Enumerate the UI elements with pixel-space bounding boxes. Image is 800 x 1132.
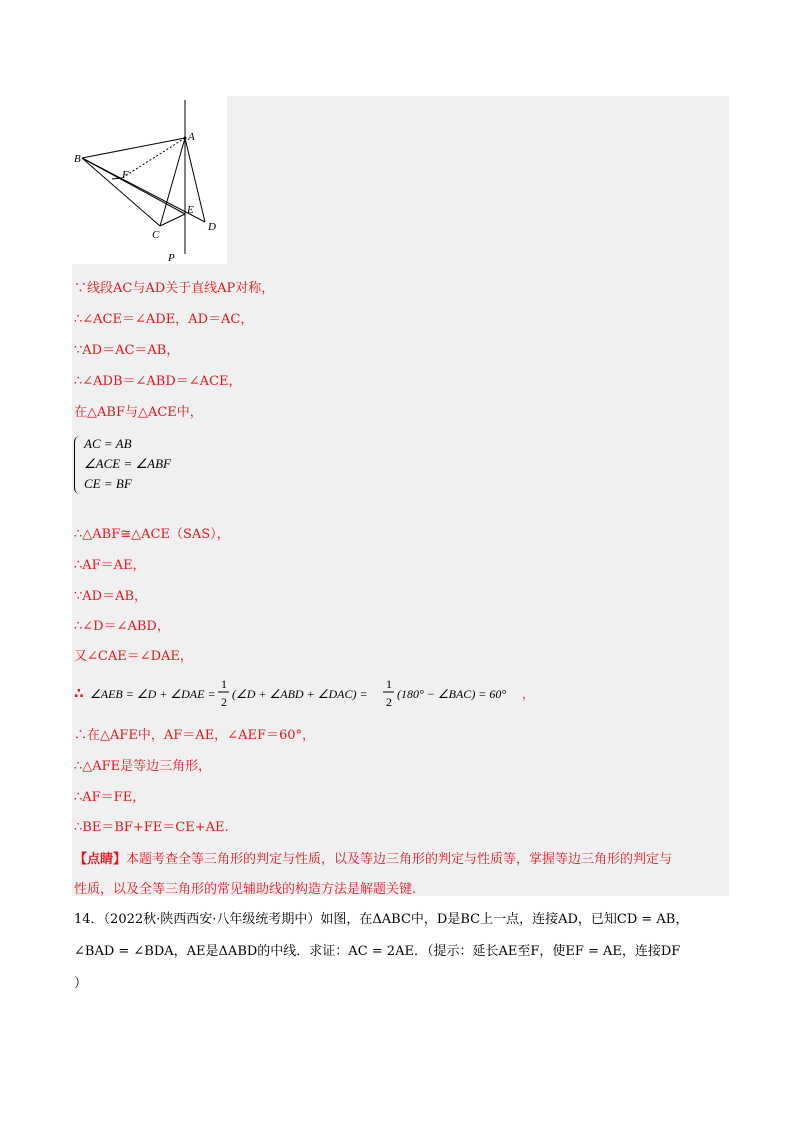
geometry-figure (72, 96, 227, 264)
therefore-symbol: ∴ (74, 686, 84, 702)
solution-line: ∴△AFE是等边三角形， (74, 759, 212, 774)
angle-formula (74, 674, 544, 714)
solution-line: ∵AD＝AC＝AB， (74, 343, 180, 358)
formula-tail: ， (522, 687, 535, 701)
system-row: ∠ACE = ∠ABF (84, 456, 171, 471)
label-a: A (188, 131, 195, 143)
fraction-denominator: 2 (221, 695, 227, 709)
remark-line (74, 848, 672, 867)
system-row: AC = AB (84, 436, 132, 451)
label-e: E (187, 204, 194, 216)
solution-line: ∴∠D＝∠ABD， (74, 619, 170, 634)
fraction-numerator: 1 (386, 677, 392, 691)
formula-lhs: ∠AEB = ∠D + ∠DAE = (90, 687, 216, 701)
fraction-numerator: 1 (221, 677, 227, 691)
remark-tag: 【点睛】 (74, 852, 127, 867)
solution-line: ∴AF＝FE， (74, 790, 146, 805)
left-brace (74, 436, 81, 494)
solution-line: ∴在△AFE中，AF＝AE，∠AEF＝60°， (74, 728, 316, 743)
label-f: F (122, 169, 129, 181)
system-row: CE = BF (84, 476, 132, 491)
label-c: C (152, 229, 160, 241)
label-d: D (208, 221, 216, 233)
solution-line: ∴AF＝AE， (74, 558, 146, 573)
solution-line: 又∠CAE＝∠DAE， (74, 649, 193, 664)
problem-line: 14．（2022秋·陕西西安·八年级统考期中）如图，在ΔABC中，D是BC上一点，连接AD，已知CD = AB， (74, 912, 689, 927)
formula-middle: (∠D + ∠ABD + ∠DAC) = (232, 687, 368, 701)
equation-system (74, 436, 194, 500)
problem-line: ） (74, 976, 88, 991)
fraction-denominator: 2 (386, 695, 392, 709)
solution-line: ∴∠ADB＝∠ABD＝∠ACE， (74, 374, 242, 389)
solution-line: ∴∠ACE＝∠ADE，AD＝AC， (74, 312, 254, 327)
solution-line: 在△ABF与△ACE中， (74, 405, 203, 420)
solution-line: ∴△ABF≅△ACE（SAS）， (74, 527, 230, 542)
label-b: B (74, 153, 81, 165)
solution-line: ∵线段AC与AD关于直线AP对称， (74, 281, 275, 296)
remark-line-2: 性质，以及全等三角形的常见辅助线的构造方法是解题关键. (74, 882, 417, 897)
label-p: P (168, 252, 175, 264)
problem-line: ∠BAD = ∠BDA，AE是ΔABD的中线．求证：AC = 2AE．（提示：延长AE至F，使EF = AE，连接DF (74, 944, 681, 959)
remark-text: 本题考查全等三角形的判定与性质，以及等边三角形的判定与性质等，掌握等边三角形的判定与 (126, 852, 673, 867)
formula-rhs: (180° − ∠BAC) = 60° (397, 687, 507, 701)
solution-line: ∴BE＝BF+FE＝CE+AE. (74, 820, 229, 835)
solution-line: ∵AD＝AB， (74, 589, 148, 604)
